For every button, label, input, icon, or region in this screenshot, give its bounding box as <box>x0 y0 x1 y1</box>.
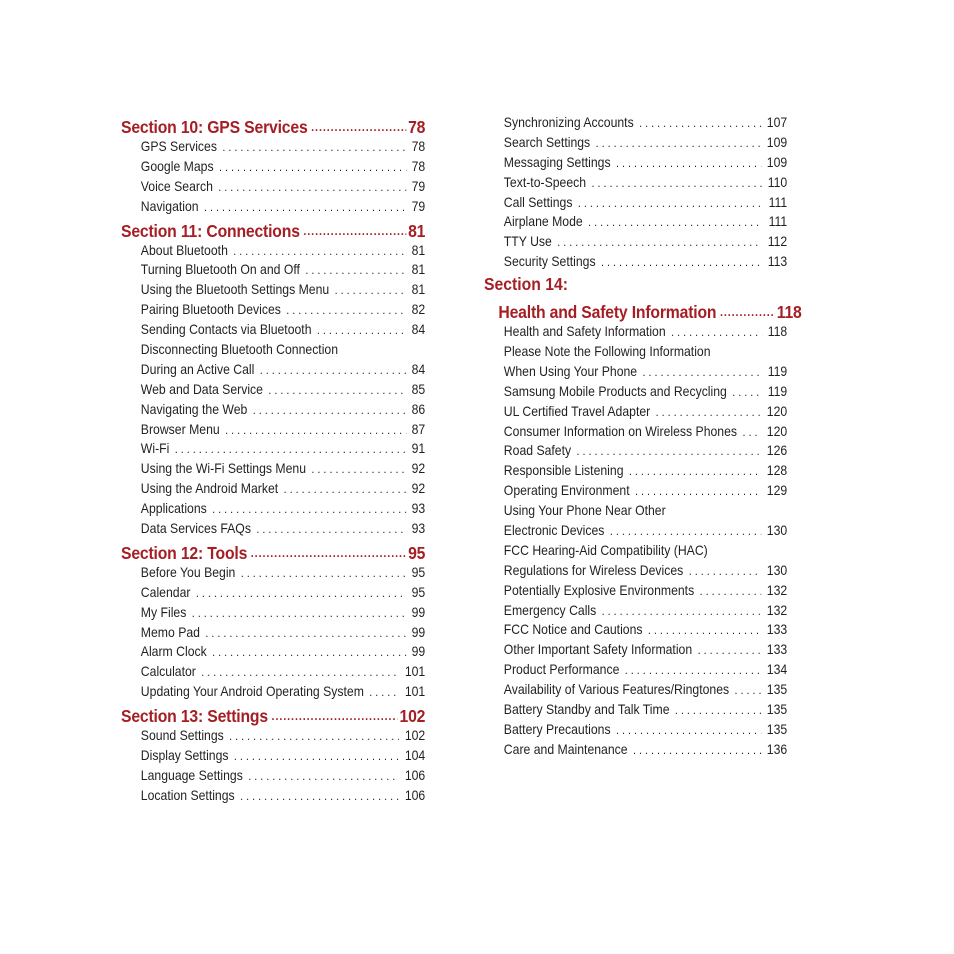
toc-entry[interactable] <box>484 153 787 173</box>
leader-dots <box>218 178 406 198</box>
section-page: 78 <box>408 117 426 137</box>
toc-entry-page: 120 <box>766 403 788 419</box>
toc-entry-page: 126 <box>766 443 788 459</box>
toc-entry-page: 135 <box>766 721 788 737</box>
toc-entry-page: 81 <box>411 262 426 278</box>
toc-entry-title: Text-to-Speech <box>503 174 587 190</box>
leader-dots <box>256 520 406 540</box>
toc-entry-title: Call Settings <box>503 194 573 210</box>
leader-dots <box>201 663 399 683</box>
toc-entry-page: 79 <box>411 178 426 194</box>
toc-entry-title: Sound Settings <box>140 728 224 744</box>
toc-entry-title: Security Settings <box>503 254 596 270</box>
toc-entry-page: 79 <box>411 198 426 214</box>
toc-entry-title: Updating Your Android Operating System <box>140 684 364 700</box>
toc-entry-page: 132 <box>766 602 788 618</box>
leader-dots <box>698 641 762 661</box>
toc-entry-title: Emergency Calls <box>503 602 597 618</box>
toc-entry[interactable] <box>484 461 787 481</box>
section-heading[interactable] <box>484 298 802 322</box>
toc-entry[interactable] <box>484 620 787 640</box>
leader-dots <box>732 383 762 403</box>
toc-entry-page: 120 <box>766 423 788 439</box>
toc-entry[interactable] <box>121 400 425 420</box>
leader-dots <box>225 421 406 441</box>
leader-dots <box>205 624 406 644</box>
leader-dots <box>720 306 775 318</box>
toc-entry[interactable] <box>121 766 425 786</box>
toc-entry-page: 95 <box>411 564 426 580</box>
toc-entry-title: Airplane Mode <box>503 214 583 230</box>
leader-dots <box>578 194 763 214</box>
toc-entry[interactable] <box>484 521 787 541</box>
toc-entry[interactable] <box>121 459 425 479</box>
leader-dots <box>648 621 761 641</box>
toc-entry[interactable] <box>484 680 787 700</box>
leader-dots <box>192 604 406 624</box>
toc-entry[interactable] <box>121 280 425 300</box>
leader-dots <box>286 301 406 321</box>
toc-entry-page: 81 <box>411 282 426 298</box>
toc-entry[interactable] <box>121 300 425 320</box>
toc-entry-title: Turning Bluetooth On and Off <box>140 262 300 278</box>
toc-entry[interactable] <box>484 700 787 720</box>
toc-entry-title: GPS Services <box>140 139 217 154</box>
leader-dots <box>317 321 406 341</box>
toc-entry[interactable] <box>121 682 425 702</box>
toc-entry-title: Operating Environment <box>503 483 630 499</box>
leader-dots <box>369 683 399 703</box>
toc-entry-title: Applications <box>140 501 207 517</box>
leader-dots <box>735 681 762 701</box>
leader-dots <box>700 582 762 602</box>
leader-dots <box>675 701 761 721</box>
toc-entry-title: My Files <box>140 604 187 620</box>
section-page: 81 <box>408 220 426 241</box>
toc-entry[interactable] <box>121 260 425 280</box>
toc-entry-page: 119 <box>767 383 788 399</box>
toc-entry[interactable] <box>121 320 425 340</box>
leader-dots <box>219 158 406 178</box>
toc-entry-title: Disconnecting Bluetooth Connection <box>140 342 339 358</box>
toc-entry-title: Using the Wi-Fi Settings Menu <box>140 461 307 477</box>
toc-entry[interactable] <box>484 601 787 621</box>
leader-dots <box>234 747 400 767</box>
toc-entry[interactable] <box>484 581 787 601</box>
toc-entry-title: Other Important Safety Information <box>503 642 693 658</box>
toc-entry-page: 101 <box>404 664 426 680</box>
leader-dots <box>240 787 399 807</box>
leader-dots <box>253 401 406 421</box>
toc-entry[interactable] <box>121 340 425 360</box>
toc-entry[interactable] <box>121 563 425 583</box>
leader-dots <box>311 121 406 133</box>
leader-dots <box>616 154 761 174</box>
leader-dots <box>311 460 406 480</box>
leader-dots <box>643 363 763 383</box>
toc-entry-page: 93 <box>411 501 426 517</box>
section-title: Section 13: Settings <box>121 706 268 727</box>
toc-entry-title: Health and Safety Information <box>503 324 666 340</box>
toc-entry-title: Calculator <box>140 664 196 680</box>
leader-dots <box>602 602 762 622</box>
leader-dots <box>629 462 761 482</box>
leader-dots <box>610 522 762 542</box>
toc-entry-page: 92 <box>411 461 426 477</box>
section-page: 118 <box>776 302 802 323</box>
toc-entry-title: Battery Precautions <box>503 721 611 737</box>
toc-entry[interactable] <box>121 439 425 459</box>
toc-entry[interactable] <box>484 660 787 680</box>
toc-entry[interactable] <box>121 519 425 539</box>
toc-entry-page: 82 <box>411 302 426 318</box>
toc-entry-page: 99 <box>411 624 426 640</box>
leader-dots <box>303 225 406 237</box>
toc-entry-page: 133 <box>766 622 788 638</box>
toc-entry-title: Voice Search <box>140 178 213 194</box>
toc-entry-title: Sending Contacts via Bluetooth <box>140 322 312 338</box>
toc-entry-title: Web and Data Service <box>140 381 263 397</box>
toc-entry-page: 84 <box>411 322 426 338</box>
leader-dots <box>616 721 761 741</box>
toc-entry-page: 119 <box>767 363 788 379</box>
toc-entry[interactable] <box>121 603 425 623</box>
toc-entry-page: 112 <box>767 234 788 250</box>
toc-entry-page: 132 <box>766 582 788 598</box>
toc-entry-page: 78 <box>411 158 426 174</box>
toc-entry-title: Using the Android Market <box>140 481 279 497</box>
toc-entry-title: Browser Menu <box>140 421 220 437</box>
toc-entry-page: 111 <box>768 214 788 230</box>
toc-entry-title: Product Performance <box>503 662 620 678</box>
toc-entry[interactable] <box>484 322 787 342</box>
section-title: Section 10: GPS Services <box>121 117 308 137</box>
toc-entry[interactable] <box>484 501 787 521</box>
toc-entry-page: 99 <box>411 644 426 660</box>
leader-dots <box>557 233 762 253</box>
toc-entry-title: Data Services FAQs <box>140 521 251 537</box>
leader-dots <box>633 741 761 761</box>
leader-dots <box>204 198 406 218</box>
leader-dots <box>639 114 761 134</box>
leader-dots <box>260 361 406 381</box>
toc-entry-page: 78 <box>411 139 426 154</box>
toc-entry[interactable] <box>121 642 425 662</box>
toc-entry[interactable] <box>484 173 787 193</box>
toc-entry[interactable] <box>484 402 787 422</box>
toc-entry-page: 109 <box>766 154 788 170</box>
leader-dots <box>635 482 761 502</box>
section-title: Section 11: Connections <box>121 220 300 241</box>
leader-dots <box>233 242 406 262</box>
toc-entry[interactable] <box>121 786 425 806</box>
section-heading[interactable] <box>121 702 425 726</box>
toc-entry[interactable] <box>484 720 787 740</box>
toc-left-column <box>121 113 425 806</box>
toc-entry[interactable] <box>484 561 787 581</box>
toc-entry-page: 81 <box>411 242 426 258</box>
toc-entry[interactable] <box>121 499 425 519</box>
leader-dots <box>305 261 406 281</box>
toc-entry-page: 135 <box>766 682 788 698</box>
toc-entry-page: 93 <box>411 521 426 537</box>
toc-entry-title: Road Safety <box>503 443 572 459</box>
toc-entry[interactable] <box>121 420 425 440</box>
toc-entry-page: 91 <box>411 441 426 457</box>
leader-dots <box>268 381 406 401</box>
leader-dots <box>241 564 406 584</box>
leader-dots <box>588 213 763 233</box>
leader-dots <box>222 138 406 158</box>
toc-entry[interactable] <box>121 746 425 766</box>
leader-dots <box>251 547 406 559</box>
toc-entry-title: Messaging Settings <box>503 154 611 170</box>
leader-dots <box>229 727 399 747</box>
toc-entry[interactable] <box>121 623 425 643</box>
toc-entry-title: Location Settings <box>140 787 235 803</box>
toc-entry-title: Potentially Explosive Environments <box>503 582 695 598</box>
toc-entry-title: Navigating the Web <box>140 401 248 417</box>
toc-entry-page: 109 <box>766 134 788 150</box>
toc-entry-title: UL Certified Travel Adapter <box>503 403 651 419</box>
toc-entry-page: 110 <box>767 174 788 190</box>
toc-entry-title: Google Maps <box>140 158 214 174</box>
toc-entry-page: 136 <box>766 741 788 757</box>
toc-entry-title: Regulations for Wireless Devices <box>503 562 684 578</box>
toc-entry-title: Wi-Fi <box>140 441 170 457</box>
section-heading[interactable] <box>121 217 425 241</box>
toc-entry-title: Samsung Mobile Products and Recycling <box>503 383 727 399</box>
toc-entry-title: Using the Bluetooth Settings Menu <box>140 282 330 298</box>
toc-entry[interactable] <box>484 441 787 461</box>
toc-entry-title: Calendar <box>140 584 191 600</box>
toc-entry-page: 129 <box>766 483 788 499</box>
toc-entry-title: Alarm Clock <box>140 644 207 660</box>
toc-entry-page: 113 <box>767 254 788 270</box>
toc-entry-page: 99 <box>411 604 426 620</box>
toc-entry-title: During an Active Call <box>140 361 255 377</box>
leader-dots <box>591 174 762 194</box>
toc-entry-page: 107 <box>766 115 788 130</box>
toc-entry-title: Display Settings <box>140 748 229 764</box>
toc-entry[interactable] <box>121 177 425 197</box>
toc-entry[interactable] <box>484 232 787 252</box>
toc-entry[interactable] <box>484 541 787 561</box>
toc-entry[interactable] <box>121 197 425 217</box>
section-page: 102 <box>399 706 426 727</box>
toc-entry[interactable] <box>121 662 425 682</box>
toc-entry-title: Pairing Bluetooth Devices <box>140 302 281 318</box>
toc-entry-title: Navigation <box>140 198 199 214</box>
toc-entry-title: Memo Pad <box>140 624 200 640</box>
toc-entry-title: About Bluetooth <box>140 242 228 258</box>
toc-entry[interactable] <box>121 241 425 261</box>
toc-entry[interactable] <box>484 113 787 133</box>
toc-entry[interactable] <box>121 157 425 177</box>
toc-entry-page: 101 <box>404 684 426 700</box>
toc-entry-page: 106 <box>404 787 426 803</box>
leader-dots <box>689 562 762 582</box>
toc-entry-page: 104 <box>404 748 426 764</box>
toc-entry-page: 128 <box>766 463 788 479</box>
section-heading[interactable] <box>121 113 425 137</box>
toc-entry[interactable] <box>121 360 425 380</box>
toc-entry[interactable] <box>484 640 787 660</box>
toc-entry-page: 84 <box>411 361 426 377</box>
toc-entry[interactable] <box>484 382 787 402</box>
toc-entry[interactable] <box>484 422 787 442</box>
leader-dots <box>272 710 398 722</box>
toc-entry[interactable] <box>484 481 787 501</box>
toc-entry-title: Battery Standby and Talk Time <box>503 702 670 718</box>
toc-entry[interactable] <box>484 193 787 213</box>
leader-dots <box>284 480 407 500</box>
toc-entry-title: Before You Begin <box>140 564 236 580</box>
leader-dots <box>248 767 399 787</box>
toc-entry-title: Please Note the Following Information <box>503 344 711 360</box>
toc-entry-page: 134 <box>766 662 788 678</box>
toc-entry-title: Responsible Listening <box>503 463 624 479</box>
leader-dots <box>212 643 406 663</box>
toc-right-column <box>484 113 802 760</box>
toc-entry-title: When Using Your Phone <box>503 363 638 379</box>
section-title: Health and Safety Information <box>498 302 717 323</box>
leader-dots <box>742 423 761 443</box>
toc-entry-title: TTY Use <box>503 234 552 250</box>
toc-entry[interactable] <box>121 479 425 499</box>
toc-entry-page: 106 <box>404 767 426 783</box>
toc-entry-page: 85 <box>411 381 426 397</box>
leader-dots <box>601 253 762 273</box>
toc-entry-page: 130 <box>766 562 788 578</box>
toc-entry-title: Availability of Various Features/Ringtones <box>503 682 730 698</box>
toc-entry[interactable] <box>484 342 787 362</box>
leader-dots <box>577 442 762 462</box>
leader-dots <box>212 500 406 520</box>
leader-dots <box>656 403 762 423</box>
toc-entry-page: 133 <box>766 642 788 658</box>
toc-entry-page: 102 <box>404 728 426 744</box>
toc-entry[interactable] <box>484 362 787 382</box>
toc-entry-page: 87 <box>411 421 426 437</box>
toc-entry-page: 92 <box>411 481 426 497</box>
toc-entry[interactable] <box>121 726 425 746</box>
leader-dots <box>175 440 406 460</box>
toc-entry-title: Search Settings <box>503 134 591 150</box>
leader-dots <box>596 134 762 154</box>
leader-dots <box>625 661 762 681</box>
leader-dots <box>335 281 407 301</box>
toc-entry-title: Synchronizing Accounts <box>503 115 634 130</box>
toc-entry-page: 86 <box>411 401 426 417</box>
leader-dots <box>196 584 406 604</box>
section-heading[interactable] <box>121 539 425 563</box>
toc-entry-page: 135 <box>766 702 788 718</box>
toc-entry-page: 130 <box>766 523 788 539</box>
toc-entry-title: Language Settings <box>140 767 243 783</box>
toc-entry-title: Consumer Information on Wireless Phones <box>503 423 738 439</box>
toc-entry[interactable] <box>121 380 425 400</box>
toc-entry[interactable] <box>484 740 787 760</box>
toc-entry-title: FCC Hearing-Aid Compatibility (HAC) <box>503 542 708 558</box>
toc-entry[interactable] <box>484 212 787 232</box>
toc-entry[interactable] <box>121 583 425 603</box>
toc-entry-title: Electronic Devices <box>503 523 605 539</box>
toc-entry-title: FCC Notice and Cautions <box>503 622 643 638</box>
section-label: Section 14: <box>484 274 569 295</box>
toc-entry[interactable] <box>121 137 425 157</box>
toc-entry-title: Care and Maintenance <box>503 741 628 757</box>
toc-entry[interactable] <box>484 252 787 272</box>
section-page: 95 <box>408 542 426 563</box>
toc-entry-title: Using Your Phone Near Other <box>503 503 666 519</box>
section-title: Section 12: Tools <box>121 542 248 563</box>
leader-dots <box>671 323 762 343</box>
toc-entry-page: 118 <box>767 324 788 340</box>
toc-entry-page: 111 <box>768 194 788 210</box>
toc-entry-page: 95 <box>411 584 426 600</box>
toc-entry[interactable] <box>484 133 787 153</box>
